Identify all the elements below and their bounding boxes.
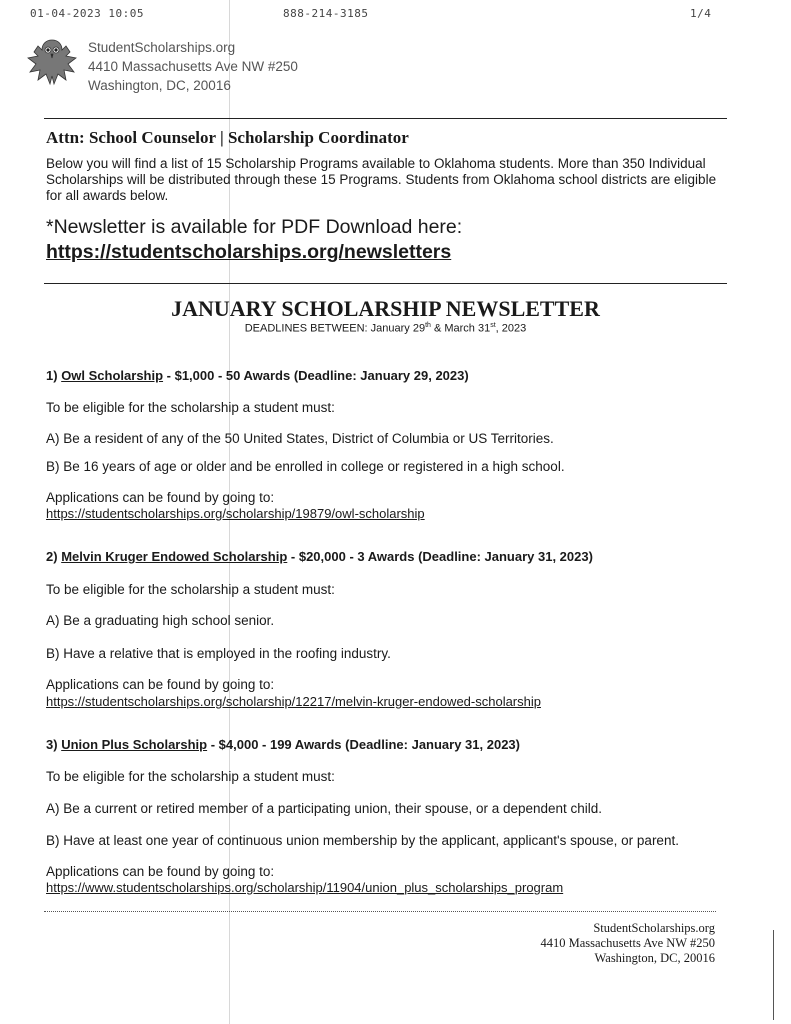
newsletter-title: JANUARY SCHOLARSHIP NEWSLETTER [171, 296, 600, 321]
scholarship-3-link[interactable]: https://www.studentscholarships.org/scholarship/11904/union_plus_scholarships_program [46, 880, 564, 895]
scholarship-3-requirement-a: A) Be a current or retired member of a participating union, their spouse, or a dependent child. [46, 801, 603, 816]
owl-logo-icon [24, 34, 80, 90]
attn-heading: Attn: School Counselor | Scholarship Coordinator [46, 128, 409, 147]
fax-phone: 888-214-3185 [283, 7, 369, 20]
scholarship-1-name-link[interactable]: Owl Scholarship [61, 368, 164, 383]
scholarship-1-eligible-intro: To be eligible for the scholarship a student must: [46, 400, 335, 415]
scholarship-3-eligible-intro: To be eligible for the scholarship a student must: [46, 769, 335, 784]
sender-name: StudentScholarships.org [88, 40, 236, 55]
sender-address-line1: 4410 Massachusetts Ave NW #250 [88, 59, 298, 74]
intro-paragraph: Below you will find a list of 15 Scholarship Programs available to Oklahoma students. More than 350 Individual Scholarships will be distributed through these 15 Programs. Students from Oklahoma school districts are eligible for all awards below. [46, 156, 717, 203]
scholarship-3-apply-text: Applications can be found by going to: [46, 864, 275, 879]
scholarship-2-name-link[interactable]: Melvin Kruger Endowed Scholarship [61, 549, 288, 564]
fax-page-number: 1/4 [690, 7, 712, 20]
deadlines-subtitle: DEADLINES BETWEEN: January 29th & March 31st, 2023 [244, 322, 527, 335]
dotted-divider [44, 911, 716, 912]
scholarship-3-name-link[interactable]: Union Plus Scholarship [61, 737, 208, 752]
scholarship-2-link[interactable]: https://studentscholarships.org/scholarship/12217/melvin-kruger-endowed-scholarship [46, 694, 541, 709]
scholarship-3-requirement-b: B) Have at least one year of continuous union membership by the applicant, applicant's spouse, or parent. [46, 833, 679, 848]
footer-name: StudentScholarships.org [593, 921, 715, 935]
scholarship-1-heading: 1) Owl Scholarship - $1,000 - 50 Awards (Deadline: January 29, 2023) [46, 368, 469, 383]
scholarship-2-heading: 2) Melvin Kruger Endowed Scholarship - $20,000 - 3 Awards (Deadline: January 31, 2023) [46, 549, 593, 564]
scholarship-2-eligible-intro: To be eligible for the scholarship a student must: [46, 582, 335, 597]
footer-address-line1: 4410 Massachusetts Ave NW #250 [540, 936, 715, 950]
newsletter-line: *Newsletter is available for PDF Download here: [46, 216, 463, 238]
fax-datetime: 01-04-2023 10:05 [30, 7, 144, 20]
scholarship-2-requirement-b: B) Have a relative that is employed in the roofing industry. [46, 646, 391, 661]
scholarship-1-requirement-b: B) Be 16 years of age or older and be enrolled in college or registered in a high school. [46, 459, 565, 474]
scholarship-1-requirement-a: A) Be a resident of any of the 50 United States, District of Columbia or US Territories. [46, 431, 554, 446]
scholarship-2-apply-text: Applications can be found by going to: [46, 677, 275, 692]
divider-middle [44, 283, 727, 284]
newsletter-link[interactable]: https://studentscholarships.org/newsletters [46, 241, 452, 263]
scholarship-1-apply-text: Applications can be found by going to: [46, 490, 275, 505]
scholarship-3-heading: 3) Union Plus Scholarship - $4,000 - 199 Awards (Deadline: January 31, 2023) [46, 737, 520, 752]
scan-edge-artifact [773, 930, 774, 1020]
scholarship-2-requirement-a: A) Be a graduating high school senior. [46, 613, 275, 628]
footer-address-line2: Washington, DC, 20016 [594, 951, 715, 965]
divider-top [44, 118, 727, 119]
scholarship-1-link[interactable]: https://studentscholarships.org/scholarship/19879/owl-scholarship [46, 506, 425, 521]
sender-address-line2: Washington, DC, 20016 [88, 78, 231, 93]
